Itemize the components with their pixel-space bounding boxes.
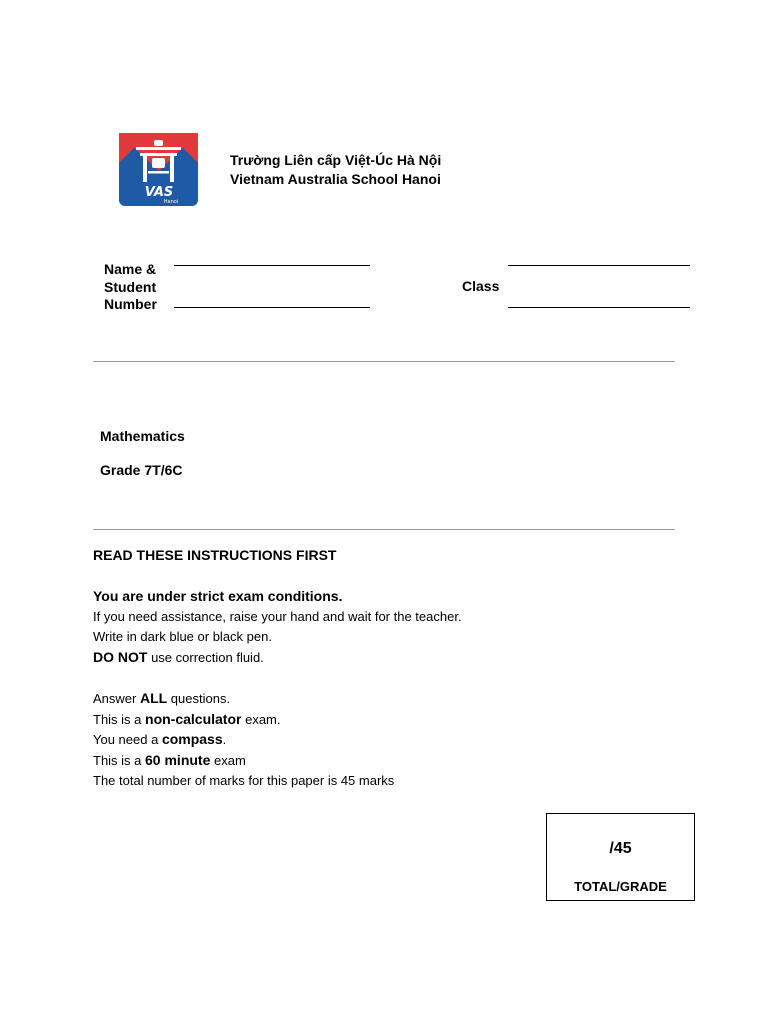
class-field-line-top[interactable]	[508, 265, 690, 266]
class-label: Class	[462, 278, 500, 294]
instruction-assistance: If you need assistance, raise your hand and wait for the teacher.	[93, 609, 462, 624]
instruction-strict: You are under strict exam conditions.	[93, 588, 343, 604]
logo-text: VAS	[144, 185, 174, 200]
instruction-marks: The total number of marks for this paper is 45 marks	[93, 773, 395, 788]
subject: Mathematics	[100, 428, 185, 444]
grade: Grade 7T/6C	[100, 462, 183, 478]
instruction-answer: Answer ALL questions.	[93, 690, 231, 706]
divider-top	[93, 361, 675, 362]
school-name-vi: Trường Liên cấp Việt-Úc Hà Nội	[230, 152, 442, 168]
instruction-calculator: This is a non-calculator exam.	[93, 711, 281, 727]
school-logo	[119, 133, 198, 206]
school-name-en: Vietnam Australia School Hanoi	[230, 171, 441, 187]
instruction-pen: Write in dark blue or black pen.	[93, 629, 272, 644]
name-field-line[interactable]	[174, 265, 370, 266]
student-number-field-line[interactable]	[174, 307, 370, 308]
divider-bottom	[93, 529, 675, 530]
total-grade-box	[546, 813, 695, 901]
instructions-heading: READ THESE INSTRUCTIONS FIRST	[93, 547, 337, 563]
instruction-duration: This is a 60 minute exam	[93, 752, 246, 768]
instruction-compass: You need a compass.	[93, 731, 227, 747]
score-value: /45	[609, 840, 632, 857]
class-field-line-bottom[interactable]	[508, 307, 690, 308]
score-label: TOTAL/GRADE	[574, 879, 667, 894]
name-student-number-label: Name & Student Number	[104, 261, 157, 312]
instruction-fluid: DO NOT use correction fluid.	[93, 649, 264, 665]
logo-subtext: Hanoi	[163, 199, 179, 205]
